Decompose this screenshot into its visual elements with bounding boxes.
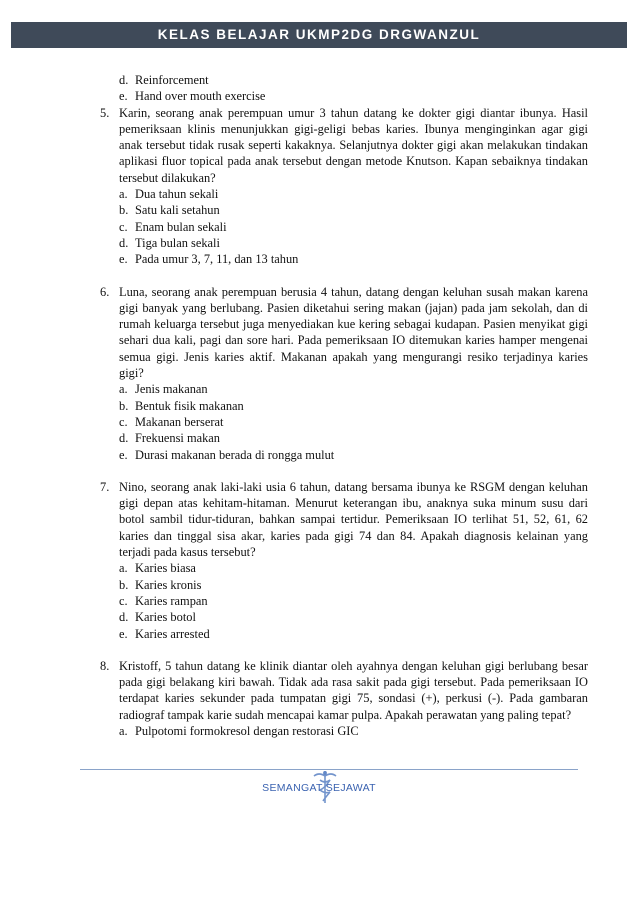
option-text: Pada umur 3, 7, 11, dan 13 tahun <box>135 252 299 267</box>
question-text: Kristoff, 5 tahun datang ke klinik diantar oleh ayahnya dengan keluhan gigi berlubang besar pada gigi belakang kiri bawah. Tidak ada rasa sakit pada gigi tersebut. Pada pemeriksaan IO terdapat karies sekunder pada tumpatan gigi 75, sondasi (+), perkusi (-). Pada gambaran radiograf tampak karie sudah mencapai kamar pulpa. Apakah perawatan yang paling tepat? <box>119 658 588 722</box>
answer-option <box>119 235 588 251</box>
answer-option <box>119 251 588 267</box>
answer-option <box>119 626 588 642</box>
answer-option <box>119 381 588 397</box>
question-content <box>100 72 588 755</box>
question-5 <box>100 105 588 268</box>
option-text: Karies biasa <box>135 561 196 576</box>
option-text: Enam bulan sekali <box>135 219 227 234</box>
option-text: Dua tahun sekali <box>135 187 219 202</box>
option-letter: e. <box>119 252 128 267</box>
question-number: 8. <box>100 658 110 673</box>
option-text: Jenis makanan <box>135 382 208 397</box>
option-letter: c. <box>119 414 128 429</box>
option-letter: d. <box>119 431 129 446</box>
answer-option <box>119 447 588 463</box>
option-letter: b. <box>119 203 129 218</box>
question-text: Nino, seorang anak laki-laki usia 6 tahun, datang bersama ibunya ke RSGM dengan keluhan gigi depan atas kehitam-hitaman. Menurut keterangan ibu, anaknya suka minum susu dari botol sambil tidur-tiduran, bahkan sampai tertidur. Pemeriksaan IO terlihat 51, 52, 61, 62 karies dan tinggal sisa akar, karies pada gigi 74 dan 84. Apakah diagnosis kelainan yang terjadi pada kasus tersebut? <box>119 479 588 560</box>
question-number: 6. <box>100 284 110 299</box>
option-text: Bentuk fisik makanan <box>135 398 244 413</box>
option-text: Durasi makanan berada di rongga mulut <box>135 447 335 462</box>
answer-option <box>119 577 588 593</box>
answer-option <box>119 593 588 609</box>
option-text: Karies botol <box>135 610 196 625</box>
option-letter: c. <box>119 219 128 234</box>
option-letter: d. <box>119 610 129 625</box>
option-letter: b. <box>119 398 129 413</box>
option-text: Karies rampan <box>135 593 208 608</box>
answer-option <box>119 560 588 576</box>
option-letter: a. <box>119 561 128 576</box>
option-letter: b. <box>119 577 129 592</box>
option-letter: e. <box>119 447 128 462</box>
answer-option <box>119 398 588 414</box>
option-text: Tiga bulan sekali <box>135 235 220 250</box>
option-letter: c. <box>119 593 128 608</box>
option-text: Karies arrested <box>135 626 210 641</box>
answer-option <box>119 202 588 218</box>
answer-option <box>119 723 588 739</box>
answer-option <box>119 430 588 446</box>
question-8 <box>100 658 588 739</box>
option-letter: a. <box>119 187 128 202</box>
continued-options <box>100 72 588 105</box>
option-letter: a. <box>119 382 128 397</box>
question-text: Karin, seorang anak perempuan umur 3 tahun datang ke dokter gigi diantar ibunya. Hasil pemeriksaan klinis menunjukkan gigi-geligi bebas karies. Ibunya menginginkan agar gigi anak tersebut tidak rusak seperti kakaknya. Selanjutnya dokter gigi akan melakukan tindakan aplikasi fluor topical pada anak tersebut dengan metode Knutson. Kapan sebaiknya tindakan tersebut dilakukan? <box>119 105 588 185</box>
option-text: Satu kali setahun <box>135 203 220 218</box>
footer-motto: SEMANGAT SEJAWAT <box>262 782 376 794</box>
answer-option <box>119 609 588 625</box>
option-letter: d. <box>119 73 129 87</box>
answer-option <box>119 414 588 430</box>
option-letter: d. <box>119 235 129 250</box>
option-letter: e. <box>119 626 128 641</box>
option-text: Makanan berserat <box>135 414 224 429</box>
option-text: Karies kronis <box>135 577 202 592</box>
answer-option <box>119 72 588 88</box>
page-header-title: KELAS BELAJAR UKMP2DG DRGWANZUL <box>11 22 627 48</box>
answer-option <box>119 219 588 235</box>
option-text: Pulpotomi formokresol dengan restorasi GIC <box>135 723 359 738</box>
question-6 <box>100 284 588 463</box>
answer-option <box>119 88 588 104</box>
answer-option <box>119 186 588 202</box>
option-letter: e. <box>119 89 128 104</box>
question-number: 5. <box>100 105 110 120</box>
option-text: Frekuensi makan <box>135 431 220 446</box>
question-number: 7. <box>100 479 110 494</box>
question-7 <box>100 479 588 642</box>
option-letter: a. <box>119 723 128 738</box>
option-text: Hand over mouth exercise <box>135 89 266 104</box>
question-text: Luna, seorang anak perempuan berusia 4 tahun, datang dengan keluhan susah makan karena gigi banyak yang berlubang. Pasien diketahui sering makan (jajan) pada jam sekolah, dan di rumah keluarga tersebut juga menyediakan kue kering sebagai kudapan. Pasien menyikat gigi sehari dua kali, pagi dan sore hari. Pada pemeriksaan IO ditemukan karies hamper mengenai semua gigi. Jenis karies aktif. Makanan apakah yang mengurangi resiko terjadinya karies gigi? <box>119 284 588 381</box>
option-text: Reinforcement <box>135 73 209 87</box>
